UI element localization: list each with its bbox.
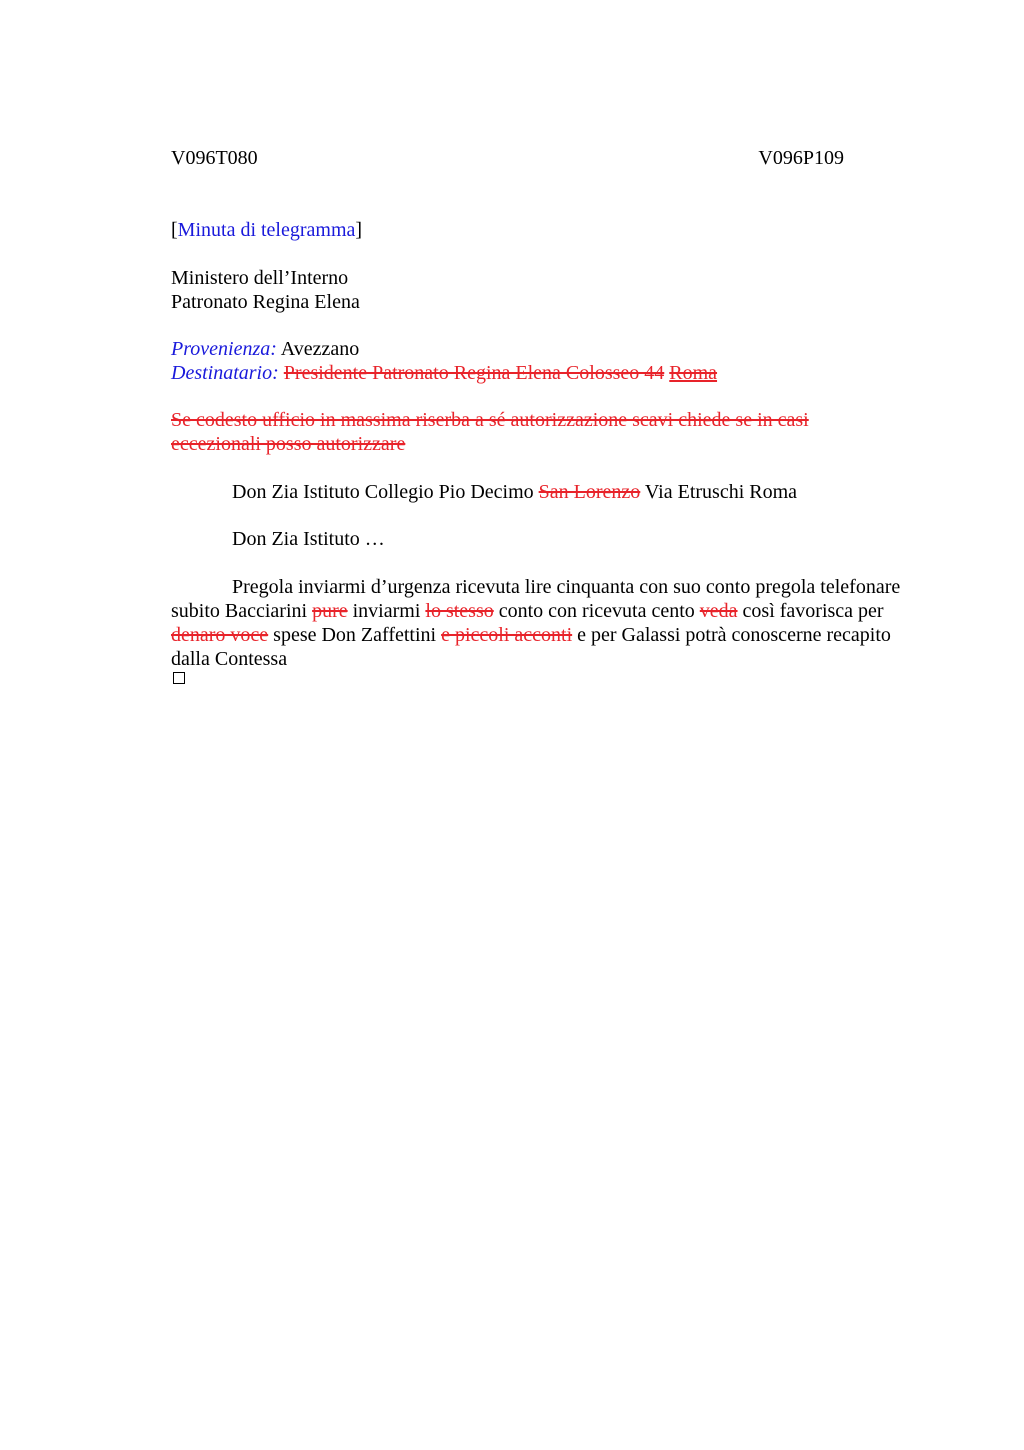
address-1-deleted: San Lorenzo (538, 481, 641, 503)
empty-box-marker (173, 672, 185, 684)
body-deletion: e piccoli acconti (441, 624, 573, 646)
body-deletion: veda (699, 600, 738, 622)
destinatario-row (171, 361, 717, 385)
body-deletion: pure (312, 600, 348, 622)
body-text: conto con ricevuta cento (498, 600, 695, 622)
address-line-1 (232, 480, 797, 504)
sender-line-2: Patronato Regina Elena (171, 291, 360, 313)
body-deletion: lo stesso (425, 600, 494, 622)
body-text: così favorisca per (742, 600, 884, 622)
provenienza-value: Avezzano (280, 338, 360, 360)
document-code-right: V096P109 (758, 147, 844, 169)
body-text: inviarmi (352, 600, 421, 622)
provenienza-row (171, 337, 359, 361)
provenienza-label: Provenienza: (171, 338, 277, 360)
document-code-left: V096T080 (171, 147, 258, 169)
body-paragraph (171, 575, 931, 671)
body-deletion: denaro voce (171, 624, 269, 646)
body-text: spese Don Zaffettini (273, 624, 437, 646)
body-text: e per Galassi potrà conoscerne recapito dalla Contessa (171, 624, 891, 670)
body-text: Pregola inviarmi d’urgenza ricevuta lire cinquanta con suo conto pregola telefonare subito Bacciarini (171, 576, 901, 622)
sender-line-1: Ministero dell’Interno (171, 267, 349, 289)
address-1-text-end: Via Etruschi Roma (644, 481, 798, 503)
destinatario-label: Destinatario: (171, 362, 279, 384)
title-text: Minuta di telegramma (177, 219, 356, 241)
address-1-text: Don Zia Istituto Collegio Pio Decimo (232, 481, 534, 503)
title-close-bracket: ] (355, 219, 363, 241)
destinatario-edited-text: Roma (669, 362, 718, 384)
destinatario-deleted-text: Presidente Patronato Regina Elena Colosseo 44 (283, 362, 665, 384)
title-open-bracket: [ (171, 219, 178, 241)
deleted-paragraph: Se codesto ufficio in massima riserba a sé autorizzazione scavi chiede se in casi eccezionali posso autorizzare (171, 409, 809, 455)
address-line-2: Don Zia Istituto … (232, 528, 385, 550)
document-title (171, 218, 362, 242)
